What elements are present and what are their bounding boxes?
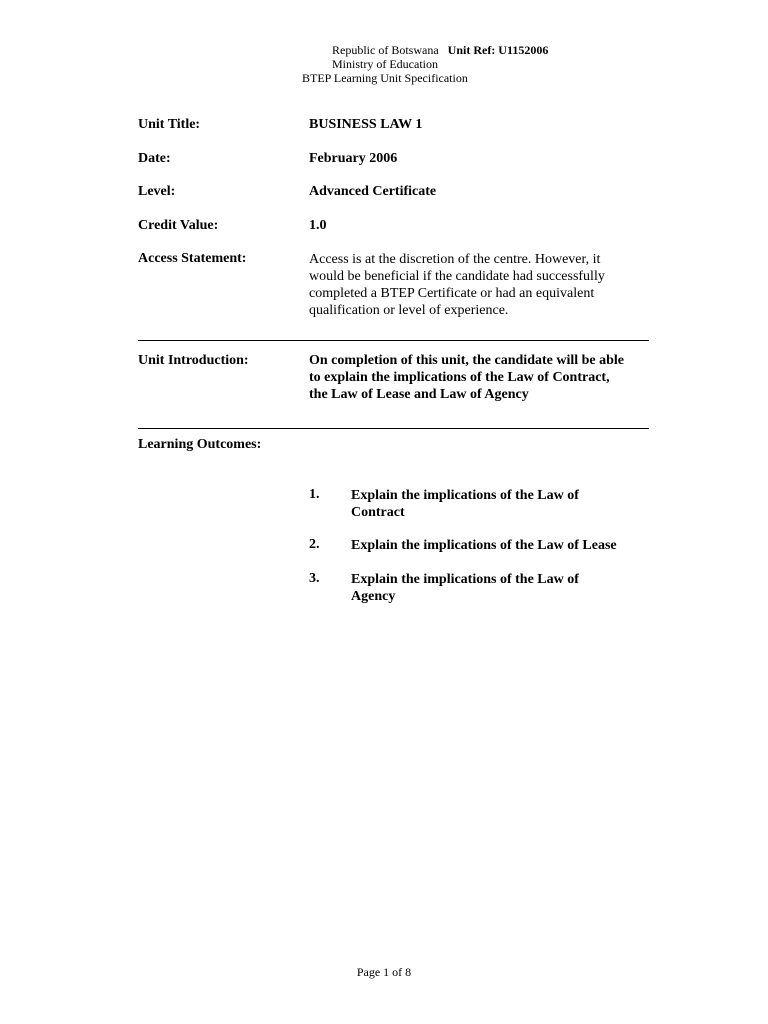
unit-introduction-label: Unit Introduction: (138, 353, 249, 368)
learning-outcomes-label: Learning Outcomes: (138, 437, 262, 452)
unit-title-label: Unit Title: (138, 117, 201, 132)
access-line: qualification or level of experience. (309, 303, 509, 318)
header-ministry: Ministry of Education (332, 57, 438, 71)
intro-line: On completion of this unit, the candidate will be able (309, 353, 625, 368)
access-line: would be beneficial if the candidate had successfully (309, 269, 605, 284)
intro-line: to explain the implications of the Law of Contract, (309, 370, 610, 385)
header-line-1 (332, 43, 548, 57)
outcome-line: Agency (351, 589, 396, 604)
header-spec: BTEP Learning Unit Specification (302, 71, 468, 85)
outcome-text (351, 571, 641, 605)
access-line: Access is at the discretion of the centre. However, it (309, 252, 601, 267)
outcome-text (351, 537, 641, 554)
access-statement-text (309, 251, 639, 319)
unit-ref: Unit Ref: U1152006 (447, 43, 549, 57)
outcome-line: Explain the implications of the Law of (351, 488, 579, 503)
outcome-number: 3. (309, 571, 320, 586)
level-value: Advanced Certificate (309, 184, 437, 199)
intro-line: the Law of Lease and Law of Agency (309, 387, 529, 402)
divider (138, 428, 649, 429)
unit-title-value: BUSINESS LAW 1 (309, 117, 423, 132)
level-label: Level: (138, 184, 176, 199)
page-number: Page 1 of 8 (356, 965, 412, 979)
date-label: Date: (138, 151, 171, 166)
access-statement-label: Access Statement: (138, 251, 247, 266)
unit-introduction-text (309, 352, 639, 403)
outcome-number: 2. (309, 537, 320, 552)
outcome-line: Contract (351, 505, 405, 520)
date-value: February 2006 (309, 151, 398, 166)
credit-value-label: Credit Value: (138, 218, 219, 233)
outcome-text (351, 487, 641, 521)
outcome-line: Explain the implications of the Law of Lease (351, 538, 617, 553)
divider (138, 340, 649, 341)
header-republic: Republic of Botswana (332, 43, 439, 57)
access-line: completed a BTEP Certificate or had an equivalent (309, 286, 595, 301)
credit-value-value: 1.0 (309, 218, 327, 233)
outcome-line: Explain the implications of the Law of (351, 572, 579, 587)
outcome-number: 1. (309, 487, 320, 502)
